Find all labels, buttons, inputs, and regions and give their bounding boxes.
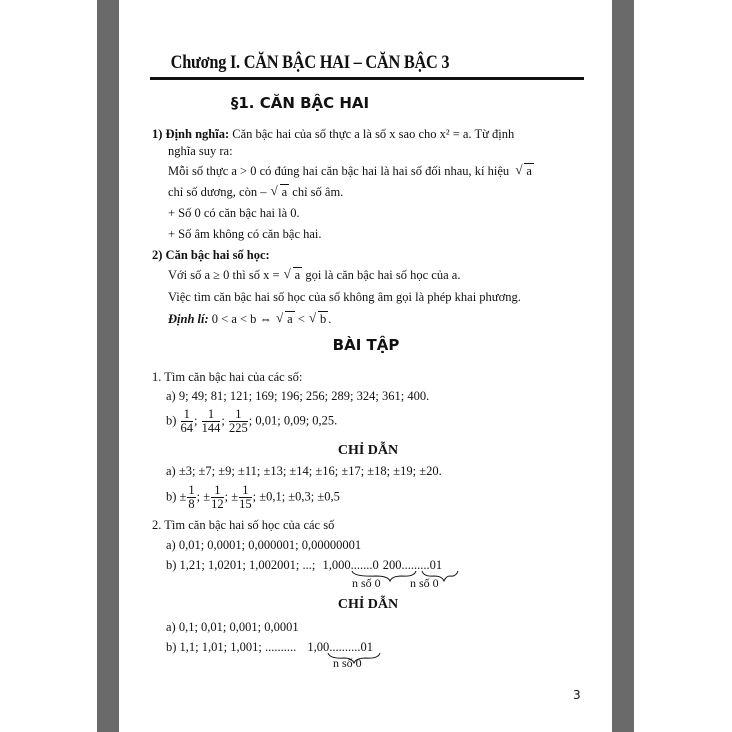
sqrt-a: √ a: [524, 163, 534, 179]
fraction-1-64: $\frac{1}{64}$: [180, 407, 194, 435]
definition-p2: [168, 184, 343, 200]
ex1-b-rest: ; 0,01; 0,09; 0,25.: [248, 413, 338, 428]
theorem-end: .: [328, 312, 332, 326]
ex1-b-label: b): [166, 413, 177, 428]
ex2-a: a) 0,01; 0,0001; 0,000001; 0,00000001: [166, 538, 362, 552]
ex2-hint-a: a) 0,1; 0,01; 0,001; 0,0001: [166, 620, 299, 634]
arithmetic-p1: [168, 267, 460, 283]
arithmetic-p1-text-b: gọi là căn bậc hai số học của a.: [305, 268, 461, 282]
fraction-1-225: $\frac{1}{225}$: [229, 407, 248, 435]
ex2-hint-b-brace-label: n số 0: [333, 656, 362, 670]
ex1-hint-b-label: b): [166, 489, 177, 504]
ex2-b-number-part-2: 2: [382, 558, 389, 572]
section-title: §1. CĂN BẬC HAI: [230, 94, 370, 112]
definition-p2-text-a: chỉ số dương, còn –: [168, 185, 267, 199]
definition-line-2: nghĩa suy ra:: [168, 144, 233, 158]
arithmetic-p1-text-a: Với số a ≥ 0 thì số x =: [168, 268, 280, 282]
ex2-hint-b-number: 1,00..........01: [307, 640, 373, 654]
ex1-hint-b-rest: ; ±0,1; ±0,3; ±0,5: [252, 489, 340, 504]
definition-bullet-2: + Số âm không có căn bậc hai.: [168, 227, 322, 241]
sqrt-b: √ b: [318, 311, 328, 327]
ex1-hint-title: CHỈ DẪN: [337, 443, 399, 458]
theorem-label: Định lí:: [168, 312, 209, 326]
definition-p2-text-b: chỉ số âm.: [292, 185, 344, 199]
ex1-a: a) 9; 49; 81; 121; 169; 196; 256; 289; 324; 361; 400.: [166, 389, 430, 403]
definition-text: Căn bậc hai của số thực a là số x sao cho x² = a. Từ định: [232, 127, 515, 141]
sqrt-a-neg: √ a: [280, 184, 290, 200]
definition-line-1: [152, 127, 514, 142]
page-number: 3: [573, 688, 581, 702]
theorem-lt: <: [297, 312, 305, 326]
chapter-title: Chương I. CĂN BẬC HAI – CĂN BẬC 3: [170, 52, 450, 73]
ex2-b-number-part-3: 00.........01: [388, 558, 443, 572]
chapter-rule: [150, 77, 584, 80]
fraction-1-12: $\frac{1}{12}$: [211, 483, 224, 511]
ex2-b-brace-label-1: n số 0: [352, 576, 381, 590]
arithmetic-p2: Việc tìm căn bậc hai số học của số không âm gọi là phép khai phương.: [168, 290, 521, 304]
ex2-title: 2. Tìm căn bậc hai số học của các số: [152, 518, 335, 532]
left-gray-band: [97, 0, 119, 732]
ex2-b-brace-label-2: n số 0: [410, 576, 439, 590]
definition-bullet-1: + Số 0 có căn bậc hai là 0.: [168, 206, 300, 220]
exercises-title: BÀI TẬP: [332, 336, 400, 354]
arithmetic-label: 2) Căn bậc hai số học:: [152, 248, 270, 262]
sqrt-a-3: √ a: [285, 311, 295, 327]
definition-label: 1) Định nghĩa:: [152, 127, 230, 141]
fraction-1-144: $\frac{1}{144}$: [201, 407, 221, 435]
theorem-text: 0 < a < b ⇔: [211, 312, 273, 326]
ex1-title: 1. Tìm căn bậc hai của các số:: [152, 370, 303, 384]
fraction-1-8: $\frac{1}{8}$: [188, 483, 195, 511]
sqrt-a-2: √ a: [293, 267, 303, 283]
ex2-b-text: b) 1,21; 1,0201; 1,002001; ...;: [166, 558, 316, 572]
definition-p1: [168, 163, 534, 179]
theorem-line: [168, 311, 331, 327]
ex1-hint-b: b) ± $\frac{1}{8}$ ; ± $\frac{1}{12}$ ; ± $\frac{1}{15}$ ; ±0,1; ±0,3; ±0,5: [166, 483, 340, 511]
ex1-b: b) $\frac{1}{64}$ ; $\frac{1}{144}$ ; $\frac{1}{225}$ ; 0,01; 0,09; 0,25.: [166, 407, 338, 435]
fraction-1-15: $\frac{1}{15}$: [239, 483, 252, 511]
ex2-hint-title: CHỈ DẪN: [337, 597, 399, 612]
ex2-hint-b-text: b) 1,1; 1,01; 1,001; ..........: [166, 640, 297, 654]
right-gray-band: [612, 0, 634, 732]
definition-p1-text: Mỗi số thực a > 0 có đúng hai căn bậc hai là hai số đối nhau, kí hiệu: [168, 164, 510, 178]
ex2-b-number-part-1: 1,000.......0: [322, 558, 379, 572]
ex1-hint-a: a) ±3; ±7; ±9; ±11; ±13; ±14; ±16; ±17; ±18; ±19; ±20.: [166, 464, 442, 478]
